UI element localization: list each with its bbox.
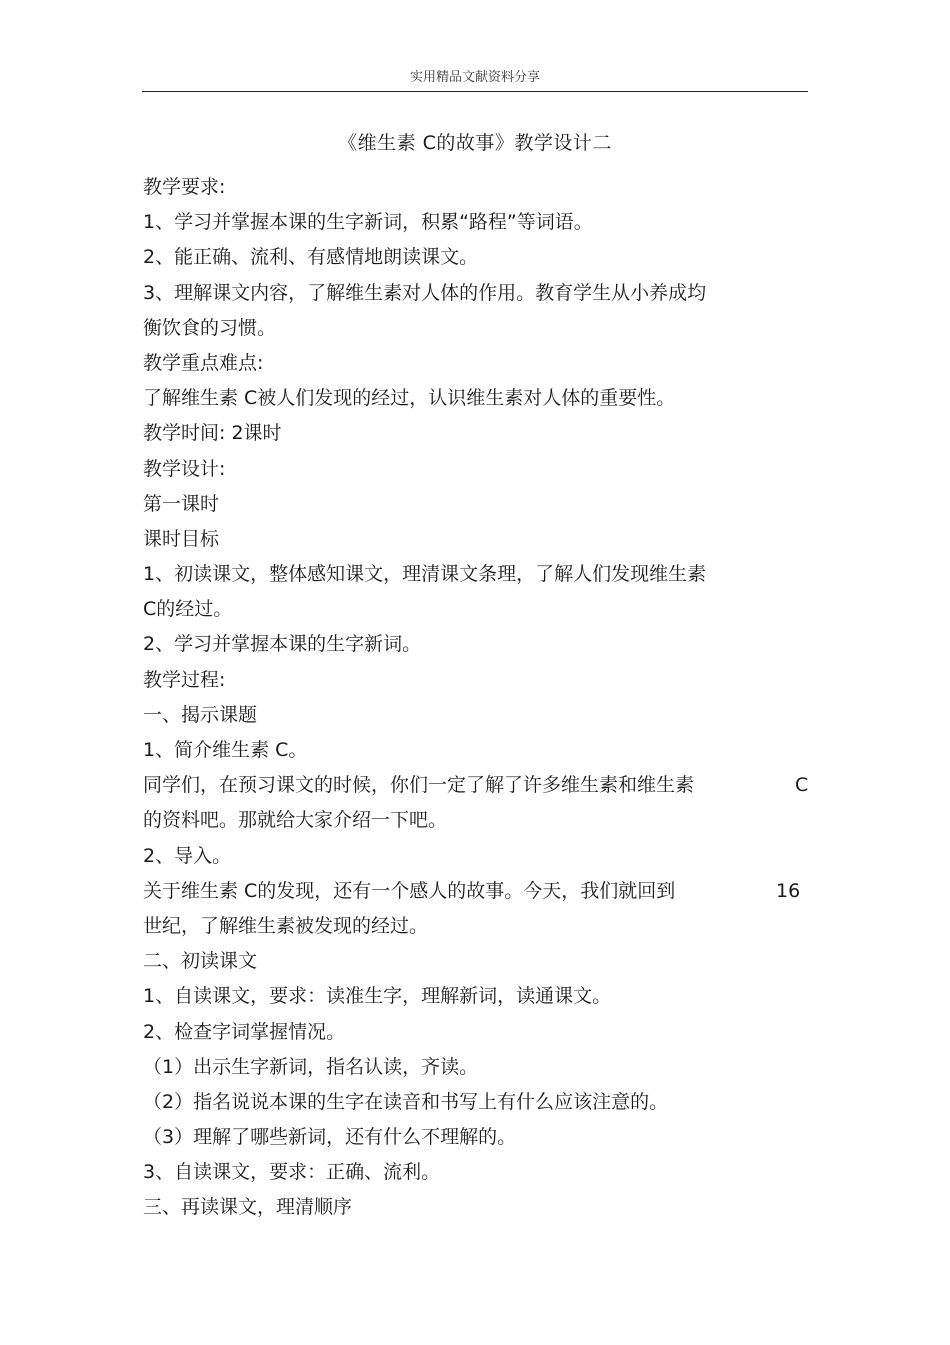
text-line: 的资料吧。那就给大家介绍一下吧。 xyxy=(143,809,448,832)
text-line: （3）理解了哪些新词，还有什么不理解的。 xyxy=(143,1126,517,1149)
text-line-trailing: 16 xyxy=(776,879,801,902)
text-line: 教学时间: 2课时 xyxy=(143,422,282,445)
text-line: 教学设计: xyxy=(143,457,226,480)
text-line: 衡饮食的习惯。 xyxy=(143,316,277,339)
text-line: 了解维生素 C被人们发现的经过，认识维生素对人体的重要性。 xyxy=(143,387,676,410)
text-line: 1、学习并掌握本课的生字新词，积累“路程”等词语。 xyxy=(143,211,593,234)
text-line: 2、检查字词掌握情况。 xyxy=(143,1020,346,1043)
text-line: 世纪，了解维生素被发现的经过。 xyxy=(143,914,429,937)
text-line: （1）出示生字新词，指名认读，齐读。 xyxy=(143,1055,479,1078)
text-line xyxy=(143,874,813,909)
header-divider xyxy=(142,91,808,92)
text-line: 1、初读课文，整体感知课文，理清课文条理，了解人们发现维生素 xyxy=(143,563,707,586)
text-line: 1、简介维生素 C。 xyxy=(143,739,308,761)
text-line: 3、理解课文内容，了解维生素对人体的作用。教育学生从小养成均 xyxy=(143,281,707,304)
text-line: 三、再读课文，理清顺序 xyxy=(143,1196,353,1219)
text-line: 3、自读课文，要求：正确、流利。 xyxy=(143,1161,441,1184)
document-body xyxy=(143,170,813,1226)
text-line xyxy=(143,768,813,803)
text-line: 一、揭示课题 xyxy=(143,703,258,726)
text-line: 第一课时 xyxy=(143,492,220,515)
text-line: 1、自读课文，要求：读准生字，理解新词，读通课文。 xyxy=(143,985,612,1008)
text-line: C的经过。 xyxy=(143,598,233,621)
text-line: 2、能正确、流利、有感情地朗读课文。 xyxy=(143,246,479,269)
text-line-main: 同学们，在预习课文的时候，你们一定了解了许多维生素和维生素 xyxy=(143,774,695,797)
document-title: 《维生素 C的故事》教学设计二 xyxy=(338,132,612,154)
text-line: 2、学习并掌握本课的生字新词。 xyxy=(143,633,422,656)
text-line: 2、导入。 xyxy=(143,844,232,867)
text-line: （2）指名说说本课的生字在读音和书写上有什么应该注意的。 xyxy=(143,1090,669,1113)
text-line: 教学过程: xyxy=(143,668,226,691)
text-line: 课时目标 xyxy=(143,527,220,550)
text-line-trailing: C xyxy=(795,774,809,797)
page-header-text: 实用精品文献资料分享 xyxy=(409,70,540,85)
text-line: 教学要求: xyxy=(143,176,226,198)
text-line: 二、初读课文 xyxy=(143,950,258,973)
text-line: 教学重点难点: xyxy=(143,351,264,374)
text-line-main: 关于维生素 C的发现，还有一个感人的故事。今天，我们就回到 xyxy=(143,879,676,902)
